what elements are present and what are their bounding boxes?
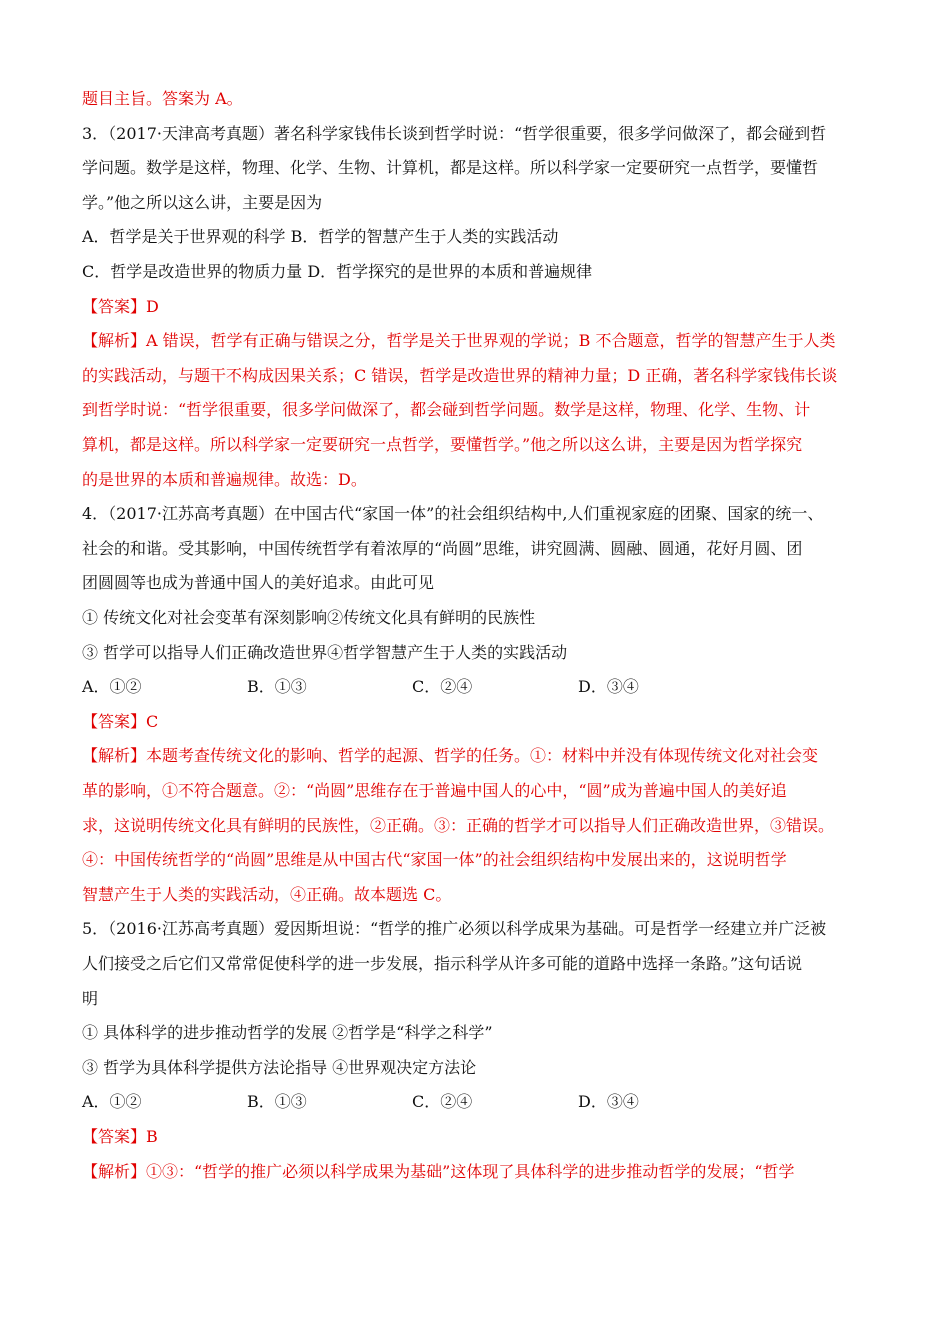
- answer-option: B．①③: [247, 677, 307, 697]
- answer-text-line: 【答案】C: [82, 711, 159, 731]
- answer-option: D．③④: [578, 1092, 639, 1112]
- answer-option: C．②④: [412, 1092, 473, 1112]
- answer-text-line: 求，这说明传统文化具有鲜明的民族性，②正确。③：正确的哲学才可以指导人们正确改造世界，③错误。: [82, 815, 835, 835]
- answer-text-line: 的是世界的本质和普遍规律。故选：D。: [82, 469, 367, 489]
- answer-option: A．①②: [82, 1092, 142, 1112]
- question-text-line: 明: [82, 988, 99, 1008]
- question-text-line: 3．（2017·天津高考真题）著名科学家钱伟长谈到哲学时说：“哲学很重要，很多学问做深了，都会碰到哲: [82, 123, 827, 143]
- question-text-line: 5．（2016·江苏高考真题）爱因斯坦说：“哲学的推广必须以科学成果为基础。可是哲学一经建立并广泛被: [82, 919, 827, 939]
- answer-text-line: 题目主旨。答案为 A。: [82, 89, 243, 108]
- question-text-line: ③ 哲学为具体科学提供方法论指导 ④世界观决定方法论: [82, 1057, 477, 1077]
- question-text-line: 团圆圆等也成为普通中国人的美好追求。由此可见: [82, 573, 435, 593]
- question-text-line: 学。”他之所以这么讲，主要是因为: [82, 192, 323, 212]
- question-text-line: ① 具体科学的进步推动哲学的发展 ②哲学是“科学之科学”: [82, 1023, 493, 1043]
- question-text-line: C．哲学是改造世界的物质力量 D．哲学探究的是世界的本质和普遍规律: [82, 262, 593, 281]
- answer-text-line: 【答案】D: [82, 296, 159, 316]
- answer-text-line: 革的影响，①不符合题意。②：“尚圆”思维存在于普遍中国人的心中，“圆”成为普遍中国人的美好追: [82, 781, 787, 800]
- answer-text-line: 算机，都是这样。所以科学家一定要研究一点哲学，要懂哲学。”他之所以这么讲，主要是因为哲学探究: [82, 435, 803, 454]
- answer-option: C．②④: [412, 677, 473, 697]
- answer-option: A．①②: [82, 677, 142, 697]
- question-text-line: A．哲学是关于世界观的科学 B．哲学的智慧产生于人类的实践活动: [82, 227, 559, 247]
- question-text-line: ① 传统文化对社会变革有深刻影响②传统文化具有鲜明的民族性: [82, 608, 536, 627]
- answer-text-line: 的实践活动，与题干不构成因果关系；C 错误，哲学是改造世界的精神力量；D 正确，著名科学家钱伟长谈: [82, 365, 838, 385]
- answer-text-line: 【解析】本题考查传统文化的影响、哲学的起源、哲学的任务。①：材料中并没有体现传统文化对社会变: [82, 746, 819, 766]
- question-text-line: ③ 哲学可以指导人们正确改造世界④哲学智慧产生于人类的实践活动: [82, 642, 568, 662]
- question-text-line: 人们接受之后它们又常常促使科学的进一步发展，指示科学从许多可能的道路中选择一条路。”这句话说: [82, 954, 803, 973]
- answer-text-line: 到哲学时说：“哲学很重要，很多学问做深了，都会碰到哲学问题。数学是这样，物理、化学、生物、计: [82, 400, 811, 420]
- answer-text-line: 【解析】A 错误，哲学有正确与错误之分，哲学是关于世界观的学说；B 不合题意，哲学的智慧产生于人类: [82, 331, 836, 351]
- answer-option: B．①③: [247, 1092, 307, 1112]
- answer-text-line: 智慧产生于人类的实践活动，④正确。故本题选 C。: [82, 884, 452, 904]
- answer-option: D．③④: [578, 677, 639, 697]
- answer-text-line: 【答案】B: [82, 1127, 158, 1146]
- question-text-line: 学问题。数学是这样，物理、化学、生物、计算机，都是这样。所以科学家一定要研究一点哲学，要懂哲: [82, 158, 819, 178]
- answer-text-line: ④：中国传统哲学的“尚圆”思维是从中国古代“家国一体”的社会组织结构中发展出来的，这说明哲学: [82, 850, 787, 870]
- question-text-line: 社会的和谐。受其影响，中国传统哲学有着浓厚的“尚圆”思维，讲究圆满、圆融、圆通，花好月圆、团: [82, 538, 803, 558]
- answer-text-line: 【解析】①③：“哲学的推广必须以科学成果为基础”这体现了具体科学的进步推动哲学的发展；“哲学: [82, 1161, 795, 1181]
- question-text-line: 4．（2017·江苏高考真题）在中国古代“家国一体”的社会组织结构中,人们重视家庭的团聚、国家的统一、: [82, 504, 824, 524]
